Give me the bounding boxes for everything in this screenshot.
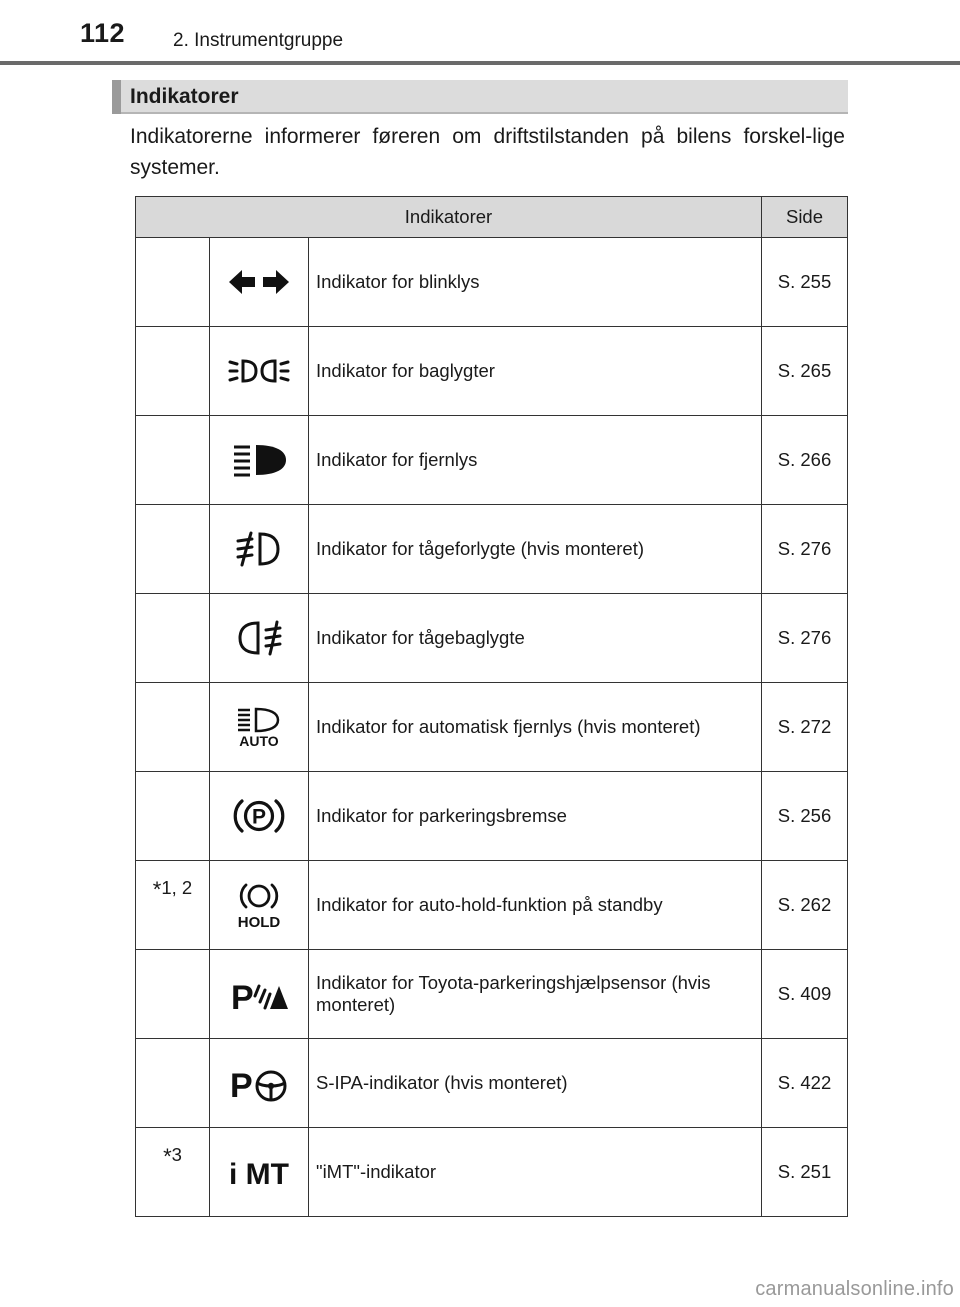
- table-row: [136, 238, 848, 327]
- section-title: Indikatorer: [130, 85, 239, 108]
- table-row: [136, 505, 848, 594]
- row-page: S. 262: [762, 861, 848, 950]
- watermark: carmanualsonline.info: [755, 1278, 954, 1300]
- rear-fog-light-icon: [234, 620, 284, 656]
- svg-text:P: P: [230, 1067, 253, 1103]
- intro-paragraph: Indikatorerne informerer føreren om driftstilstanden på bilens forskel-lige systemer.: [130, 125, 845, 179]
- section-accent: [112, 80, 121, 114]
- svg-text:i MT: i MT: [229, 1158, 289, 1188]
- svg-text:P: P: [231, 979, 254, 1012]
- table-row: [136, 950, 848, 1039]
- turn-signal-arrows-icon: [228, 267, 290, 297]
- table-row: [136, 594, 848, 683]
- row-page: S. 422: [762, 1039, 848, 1128]
- row-note: [136, 772, 210, 861]
- row-page: S. 265: [762, 327, 848, 416]
- row-label: Indikator for automatisk fjernlys (hvis monteret): [309, 683, 762, 772]
- header-rule: [0, 61, 960, 65]
- row-label: Indikator for auto-hold-funktion på standby: [309, 861, 762, 950]
- row-icon-cell: [210, 950, 309, 1039]
- table-row: [136, 1128, 848, 1217]
- row-note: [136, 950, 210, 1039]
- chapter-title: 2. Instrumentgruppe: [173, 30, 344, 51]
- table-row: [136, 416, 848, 505]
- imt-icon: [228, 1156, 290, 1188]
- row-note: [136, 683, 210, 772]
- row-label: Indikator for tågebaglygte: [309, 594, 762, 683]
- row-icon-cell: [210, 861, 309, 950]
- row-note: *3: [136, 1128, 210, 1217]
- row-label: Indikator for parkeringsbremse: [309, 772, 762, 861]
- row-note: [136, 327, 210, 416]
- table-header-row: [136, 197, 848, 238]
- header-side: Side: [762, 197, 848, 238]
- row-page: S. 266: [762, 416, 848, 505]
- row-page: S. 256: [762, 772, 848, 861]
- front-fog-light-icon: [234, 531, 284, 567]
- row-note: *1, 2: [136, 861, 210, 950]
- parking-brake-icon: [233, 796, 285, 836]
- table-row: [136, 772, 848, 861]
- svg-text:P: P: [251, 805, 267, 829]
- row-note: [136, 1039, 210, 1128]
- table-row: [136, 327, 848, 416]
- tail-light-icon: [228, 356, 290, 386]
- header-indicators: Indikatorer: [136, 197, 762, 238]
- row-page: S. 251: [762, 1128, 848, 1217]
- row-icon-cell: [210, 327, 309, 416]
- row-icon-cell: [210, 1039, 309, 1128]
- svg-text:HOLD: HOLD: [237, 914, 281, 929]
- row-label: Indikator for Toyota-parkeringshjælpsensor (hvis monteret): [309, 950, 762, 1039]
- row-icon-cell: [210, 683, 309, 772]
- footnote-asterisk-icon: *: [163, 1144, 172, 1169]
- row-label: Indikator for fjernlys: [309, 416, 762, 505]
- row-icon-cell: [210, 594, 309, 683]
- row-icon-cell: [210, 238, 309, 327]
- row-icon-cell: [210, 416, 309, 505]
- footnote-asterisk-icon: *: [152, 877, 162, 902]
- row-icon-cell: [210, 772, 309, 861]
- row-label: Indikator for tågeforlygte (hvis monteret): [309, 505, 762, 594]
- row-page: S. 276: [762, 505, 848, 594]
- row-label: "iMT"-indikator: [309, 1128, 762, 1217]
- row-label: Indikator for blinklys: [309, 238, 762, 327]
- row-page: S. 272: [762, 683, 848, 772]
- parking-assist-sensor-icon: [229, 976, 289, 1012]
- row-icon-cell: [210, 1128, 309, 1217]
- s-ipa-steering-icon: [228, 1063, 290, 1103]
- row-note: [136, 505, 210, 594]
- row-note: [136, 594, 210, 683]
- row-icon-cell: [210, 505, 309, 594]
- row-page: S. 409: [762, 950, 848, 1039]
- page-number: 112: [80, 18, 126, 48]
- svg-text:AUTO: AUTO: [239, 733, 279, 747]
- auto-hold-standby-icon: [234, 881, 284, 929]
- row-note: [136, 238, 210, 327]
- row-page: S. 276: [762, 594, 848, 683]
- row-note: [136, 416, 210, 505]
- table-row: [136, 861, 848, 950]
- auto-high-beam-icon: [234, 707, 284, 747]
- row-page: S. 255: [762, 238, 848, 327]
- high-beam-icon: [228, 443, 290, 477]
- row-label: S-IPA-indikator (hvis monteret): [309, 1039, 762, 1128]
- section-heading-bar: [112, 80, 848, 114]
- row-label: Indikator for baglygter: [309, 327, 762, 416]
- table-row: [136, 1039, 848, 1128]
- table-row: [136, 683, 848, 772]
- indicator-table: [135, 196, 848, 1217]
